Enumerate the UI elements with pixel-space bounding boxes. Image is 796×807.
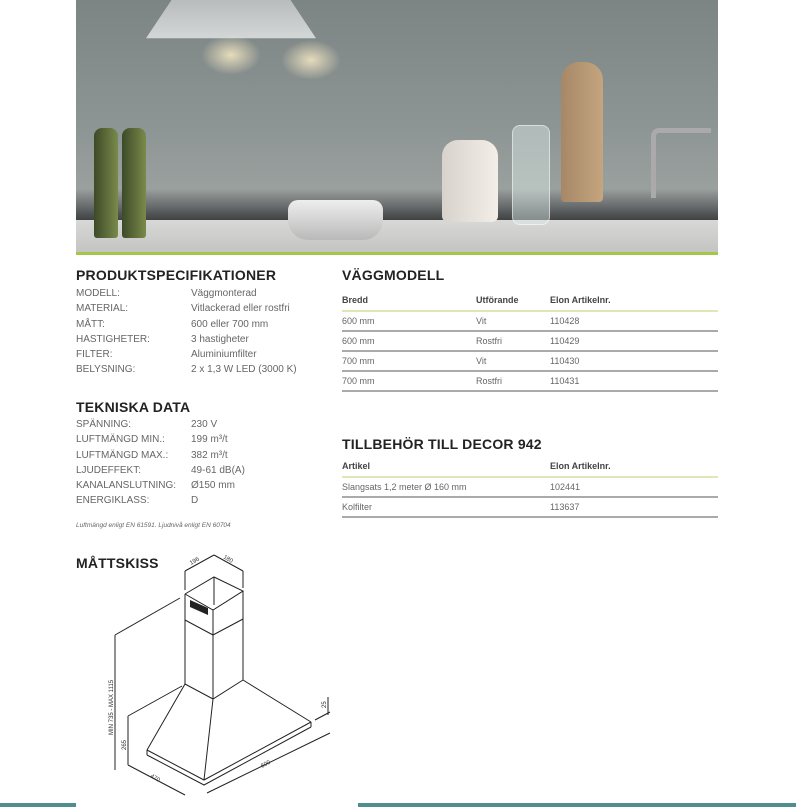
cell: Rostfri — [476, 331, 550, 351]
cell: 110428 — [550, 311, 718, 331]
spec-label: LUFTMÄNGD MAX.: — [76, 449, 169, 461]
cell: Vit — [476, 351, 550, 371]
dim-label: 25 — [322, 701, 328, 708]
spec-label: FILTER: — [76, 349, 113, 361]
spec-label: MODELL: — [76, 288, 120, 299]
cell: 110431 — [550, 371, 718, 391]
spec-label: ENERGIKLASS: — [76, 495, 150, 507]
footnote: Luftmängd enligt EN 61591. Ljudnivå enligt EN 60704 — [76, 522, 231, 529]
spec-value: 600 eller 700 mm — [191, 318, 269, 330]
spec-value: 199 m³/t — [191, 434, 228, 446]
column-header: Artikel — [342, 455, 550, 477]
cell: 600 mm — [342, 331, 476, 351]
section-title-produkt: PRODUKTSPECIFIKATIONER — [76, 267, 277, 283]
spec-label: SPÄNNING: — [76, 419, 132, 430]
spec-label: MÅTT: — [76, 318, 105, 330]
section-title-tekniska: TEKNISKA DATA — [76, 399, 191, 415]
dim-label: 600 — [260, 759, 272, 770]
cell: 110429 — [550, 331, 718, 351]
dim-label: MIN 735 - MAX 1115 — [109, 679, 115, 735]
dim-label: 470 — [149, 773, 161, 784]
cell: 600 mm — [342, 311, 476, 331]
spec-label: HASTIGHETER: — [76, 333, 150, 345]
spec-label: KANALANSLUTNING: — [76, 480, 177, 492]
spec-value: Väggmonterad — [191, 288, 257, 299]
spec-value: 230 V — [191, 419, 218, 430]
spec-label: LUFTMÄNGD MIN.: — [76, 434, 165, 446]
spec-value: Aluminiumfilter — [191, 349, 257, 361]
column-header: Utförande — [476, 289, 550, 311]
column-header: Bredd — [342, 289, 476, 311]
cell: 700 mm — [342, 351, 476, 371]
cell: 113637 — [550, 497, 718, 517]
spec-value: 3 hastigheter — [191, 333, 249, 345]
section-title-tillbehor: TILLBEHÖR TILL DECOR 942 — [342, 436, 542, 452]
footer-bar — [358, 803, 796, 807]
spec-value: Ø150 mm — [191, 480, 235, 492]
dim-label: 265 — [122, 739, 128, 750]
cell: Kolfilter — [342, 497, 550, 517]
footer-bar — [0, 803, 76, 807]
cell: 700 mm — [342, 371, 476, 391]
section-title-mattskiss: MÅTTSKISS — [76, 555, 159, 571]
cell: 102441 — [550, 477, 718, 497]
cell: Rostfri — [476, 371, 550, 391]
spec-value: Vitlackerad eller rostfri — [191, 303, 290, 315]
spec-label: LJUDEFFEKT: — [76, 464, 142, 476]
section-title-vaggmodell: VÄGGMODELL — [342, 267, 445, 283]
column-header: Elon Artikelnr. — [550, 455, 718, 477]
dim-label: 180 — [222, 554, 234, 565]
spec-value: 49-61 dB(A) — [191, 464, 245, 476]
column-header: Elon Artikelnr. — [550, 289, 718, 311]
spec-label: BELYSNING: — [76, 364, 136, 376]
spec-label: MATERIAL: — [76, 303, 129, 315]
spec-value: 2 x 1,3 W LED (3000 K) — [191, 364, 297, 376]
spec-value: D — [191, 495, 199, 507]
cell: Vit — [476, 311, 550, 331]
cell: 110430 — [550, 351, 718, 371]
cell: Slangsats 1,2 meter Ø 160 mm — [342, 477, 550, 497]
dim-label: 196 — [189, 556, 201, 567]
spec-value: 382 m³/t — [191, 449, 228, 461]
